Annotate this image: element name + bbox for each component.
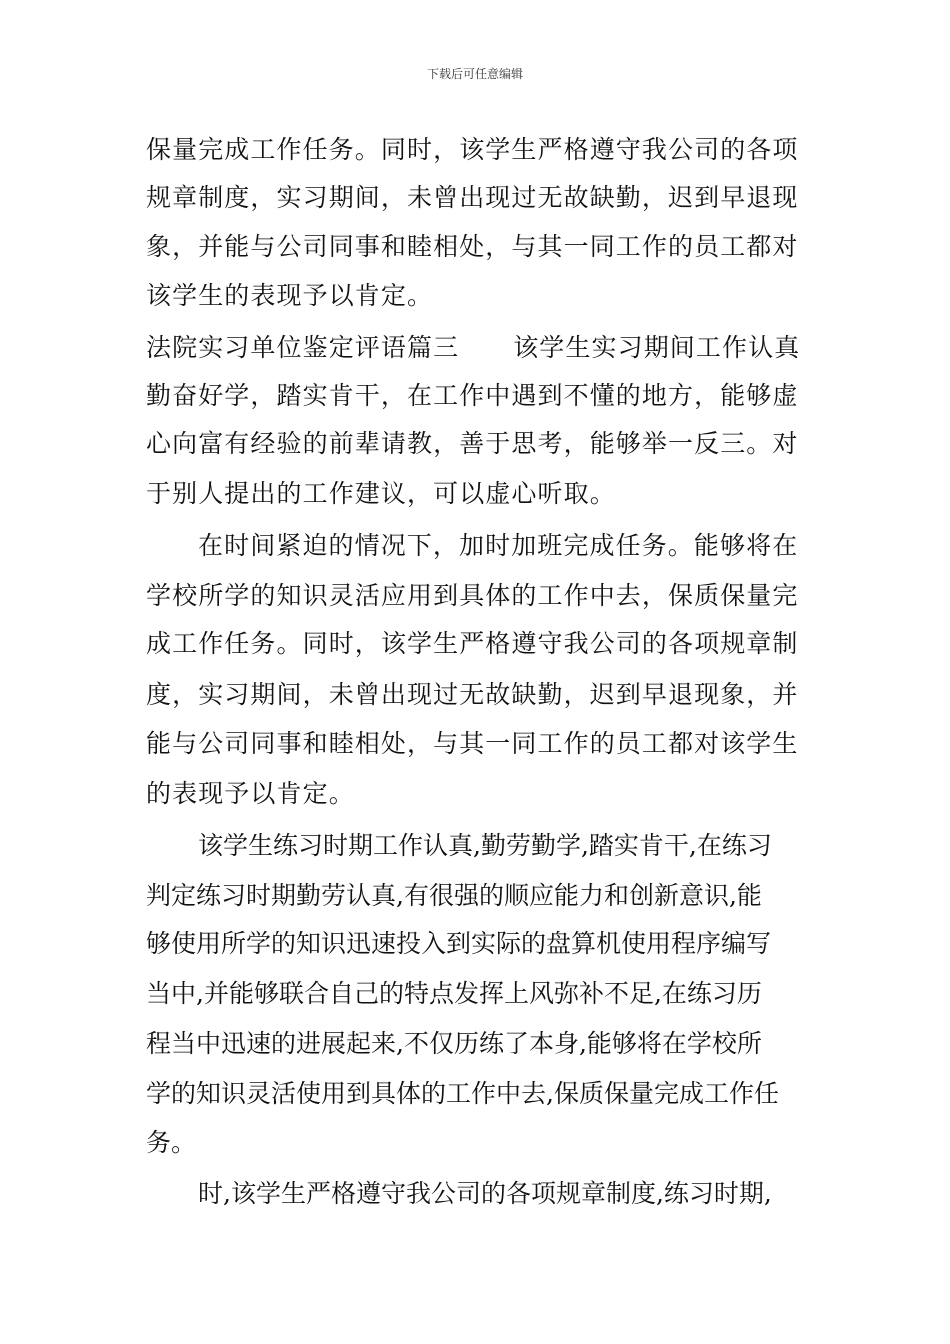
body-line: 于别人提出的工作建议，可以虚心听取。 — [146, 479, 616, 508]
body-line: 够使用所学的知识迅速投入到实际的盘算机使用程序编写 — [146, 929, 772, 958]
body-line: 程当中迅速的进展起来,不仅历练了本身,能够将在学校所 — [146, 1029, 762, 1058]
body-line: 学的知识灵活使用到具体的工作中去,保质保量完成工作任 — [146, 1079, 779, 1108]
body-line: 象，并能与公司同事和睦相处，与其一同工作的员工都对 — [146, 232, 799, 261]
body-line: 学校所学的知识灵活应用到具体的工作中去，保质保量完 — [146, 581, 799, 610]
paragraph-first-line: 时,该学生严格遵守我公司的各项规章制度,练习时期, — [198, 1179, 772, 1208]
body-line: 规章制度，实习期间，未曾出现过无故缺勤，迟到早退现 — [146, 183, 799, 212]
section-title: 法院实习单位鉴定评语篇三 — [146, 333, 460, 362]
body-line: 成工作任务。同时，该学生严格遵守我公司的各项规章制 — [146, 629, 799, 658]
body-line: 心向富有经验的前辈请教，善于思考，能够举一反三。对 — [146, 429, 799, 458]
body-line: 当中,并能够联合自己的特点发挥上风弥补不足,在练习历 — [146, 979, 762, 1008]
paragraph-first-line: 在时间紧迫的情况下，加时加班完成任务。能够将在 — [198, 531, 799, 560]
body-line: 保量完成工作任务。同时，该学生严格遵守我公司的各项 — [146, 135, 799, 164]
section-first-text: 该学生实习期间工作认真 — [513, 333, 801, 362]
body-line: 务。 — [146, 1128, 197, 1157]
body-line: 勤奋好学，踏实肯干，在工作中遇到不懂的地方，能够虚 — [146, 381, 799, 410]
body-line: 该学生的表现予以肯定。 — [146, 281, 434, 310]
page-header: 下载后可任意编辑 — [426, 67, 523, 81]
paragraph-first-line: 该学生练习时期工作认真,勤劳勤学,踏实肯干,在练习 — [198, 831, 772, 860]
body-line: 度，实习期间，未曾出现过无故缺勤，迟到早退现象，并 — [146, 680, 799, 709]
body-line: 能与公司同事和睦相处，与其一同工作的员工都对该学生 — [146, 729, 799, 758]
body-line: 判定练习时期勤劳认真,有很强的顺应能力和创新意识,能 — [146, 881, 762, 910]
body-line: 的表现予以肯定。 — [146, 779, 355, 808]
section-heading-line — [146, 326, 806, 370]
